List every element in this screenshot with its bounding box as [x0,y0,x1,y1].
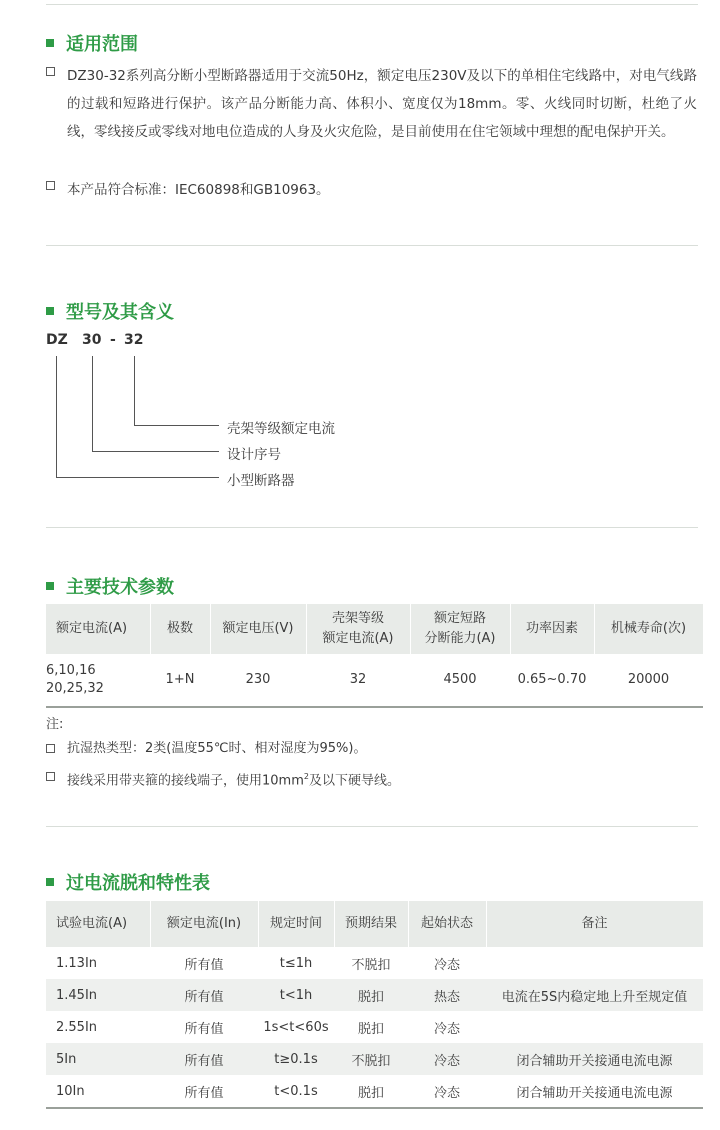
specs-table [46,604,704,708]
specs-header: 壳架等级 额定电流(A) [306,604,410,654]
table-cell: t≥0.1s [258,1043,334,1075]
table-cell: t≤1h [279,955,313,971]
note-item-2-text: 接线采用带夹箍的接线端子，使用$10mm^2$及以下硬导线。 [67,772,400,789]
scope-title: 适用范围 [66,34,138,55]
model-current: 32 [124,332,144,348]
table-cell: 所有值 [184,1021,224,1037]
table-cell: 冷态 [433,1021,460,1037]
divider-3 [46,826,698,827]
table-cell: 2.55In [56,1019,98,1035]
connector-line [134,425,219,426]
model-label-frame-current: 壳架等级额定电流 [227,421,335,437]
divider-1 [46,245,698,246]
checkbox-outline-icon [46,772,55,781]
trip-header: 规定时间 [258,901,334,947]
specs-header: 机械寿命(次) [594,604,703,654]
specs-header: 额定短路 分断能力(A) [410,604,510,654]
divider-top [46,4,698,5]
table-cell: 10In [46,1075,150,1108]
table-cell: 5In [46,1043,150,1075]
connector-line [92,356,93,452]
table-cell: 20000 [594,654,703,707]
square-bullet-icon [46,582,54,590]
table-row [46,1011,703,1043]
table-cell [486,947,703,979]
table-cell: 脱扣 [334,1075,408,1108]
table-row [46,1043,703,1075]
table-cell: 闭合辅助开关接通电流电源 [486,1075,703,1108]
table-cell: 6,10,16 20,25,32 [46,654,150,707]
table-row [46,654,703,707]
table-cell: 所有值 [150,979,258,1011]
square-bullet-icon [46,39,54,47]
table-cell: t<1h [258,979,334,1011]
trip-header: 备注 [486,901,703,947]
table-cell: 电流在5S内稳定地上升至规定值 [486,979,703,1011]
table-cell [486,1011,703,1043]
specs-header: 额定电流(A) [46,604,150,654]
table-row [46,979,703,1011]
section-title-scope [46,30,138,56]
table-cell: 32 [306,654,410,707]
specs-header-row [46,604,703,654]
table-cell: 不脱扣 [334,1043,408,1075]
trip-title: 过电流脱和特性表 [66,873,210,894]
table-cell: 所有值 [150,1043,258,1075]
table-cell: 脱扣 [334,979,408,1011]
connector-line [134,356,135,426]
table-cell: 不脱扣 [351,957,391,973]
table-row [46,947,703,979]
scope-item-2-text: 本产品符合标准：IEC60898和GB10963。 [67,182,330,198]
specs-header: 极数 [150,604,210,654]
specs-header: 功率因素 [510,604,594,654]
connector-line [56,356,57,478]
table-cell: 所有值 [184,957,224,973]
trip-header: 起始状态 [408,901,486,947]
table-cell: 1.45In [46,979,150,1011]
model-title: 型号及其含义 [66,302,174,323]
note-item-1 [46,739,366,759]
trip-header: 额定电流(In) [150,901,258,947]
table-cell: 冷态 [433,957,460,973]
square-bullet-icon [46,878,54,886]
section-title-model [46,298,174,324]
note-item-2 [46,767,400,791]
trip-header-row [46,901,703,947]
checkbox-outline-icon [46,744,55,753]
square-bullet-icon [46,307,54,315]
table-cell: t<0.1s [258,1075,334,1108]
table-cell: 脱扣 [357,1021,384,1037]
table-cell: 冷态 [408,1043,486,1075]
model-series: 30 [82,332,102,348]
scope-item-2 [46,176,697,204]
model-label-design-serial: 设计序号 [227,447,281,463]
connector-line [92,451,219,452]
specs-header: 额定电压(V) [210,604,306,654]
connector-line [56,477,219,478]
table-cell: 4500 [410,654,510,707]
scope-item-1-text: DZ30-32系列高分断小型断路器适用于交流50Hz，额定电压230V及以下的单相住宅线路中，对电气线路的过载和短路进行保护。该产品分断能力高、体积小、宽度仅为18mm。零、火线同时切断，杜绝了火线，零线接反或零线对地电位造成的人身及火灾危险，是目前使用在住宅领域中理想的配电保护开关。 [67,68,697,140]
trip-table [46,901,704,1109]
table-cell: 1.13In [56,955,98,971]
table-cell: 热态 [408,979,486,1011]
table-cell: 230 [210,654,306,707]
model-label-breaker: 小型断路器 [227,473,295,489]
model-dash: - [110,332,116,348]
section-title-specs [46,573,174,599]
table-cell: 闭合辅助开关接通电流电源 [486,1043,703,1075]
specs-title: 主要技术参数 [66,577,174,598]
table-row [46,1075,703,1108]
table-cell: 1s<t<60s [263,1019,329,1035]
table-cell: 1+N [150,654,210,707]
checkbox-outline-icon [46,67,55,76]
section-title-trip [46,869,210,895]
scope-item-1 [46,62,697,146]
trip-header: 预期结果 [334,901,408,947]
table-cell: 冷态 [408,1075,486,1108]
checkbox-outline-icon [46,181,55,190]
divider-2 [46,527,698,528]
model-prefix: DZ [46,332,68,348]
trip-header: 试验电流(A) [46,901,150,947]
notes-label: 注: [46,717,64,732]
table-cell: 所有值 [150,1075,258,1108]
table-cell: 0.65~0.70 [510,654,594,707]
note-item-1-text: 抗湿热类型：2类(温度55℃时、相对湿度为95%)。 [67,741,367,756]
